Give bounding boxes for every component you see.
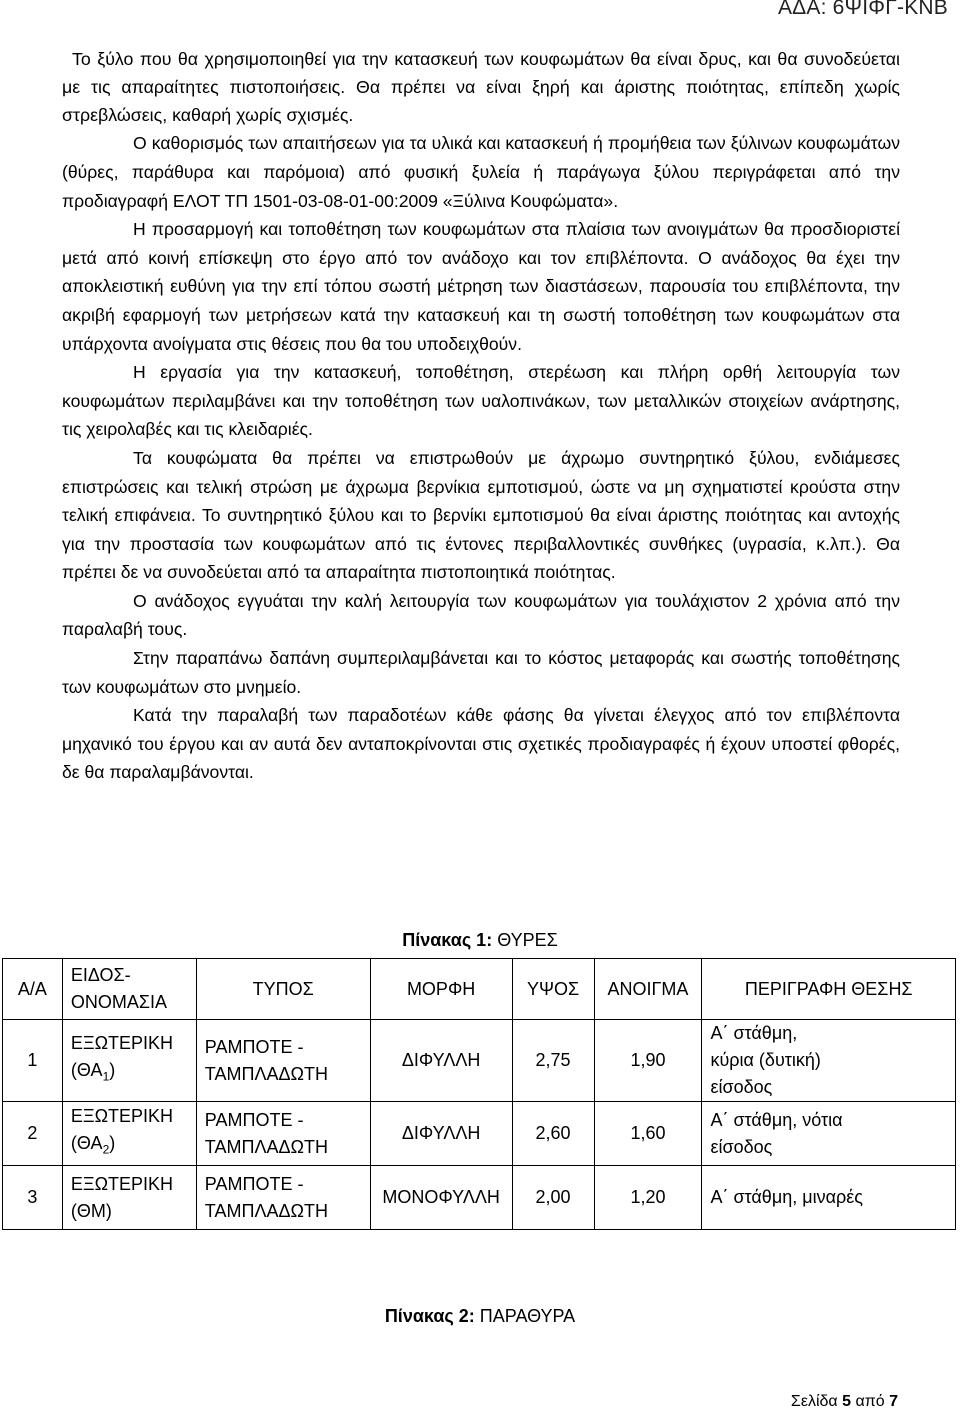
cell-anoigma: 1,90 <box>594 1020 702 1102</box>
table2-caption <box>0 1306 960 1327</box>
header-anoigma: ΑΝΟΙΓΜΑ <box>594 959 702 1020</box>
cell-ypsos: 2,00 <box>512 1166 594 1230</box>
cell-perigrafi: Α΄ στάθμη, νότια είσοδος <box>702 1102 956 1166</box>
table2-caption-title: ΠΑΡΑΘΥΡΑ <box>474 1306 576 1326</box>
cell-aa: 3 <box>3 1166 63 1230</box>
cell-ypsos: 2,75 <box>512 1020 594 1102</box>
cell-eidos: ΕΞΩΤΕΡΙΚΗ $(\Theta A_1)$ <box>62 1020 196 1102</box>
paragraph: Το ξύλο που θα χρησιμοποιηθεί για την κατασκευή των κουφωμάτων θα είναι δρυς, και θα συνοδεύεται με τις απαραίτητες πιστοποιήσεις. Θα πρέπει να είναι ξηρή και άριστης ποιότητας, επίπεδη χωρίς στρεβλώσεις, καθαρή χωρίς σχισμές. <box>62 49 900 125</box>
page-number: 5 <box>842 1393 852 1410</box>
table2-caption-label: Πίνακας 2: <box>384 1306 475 1326</box>
header-eidos: ΕΙΔΟΣ- ΟΝΟΜΑΣΙΑ <box>62 959 196 1020</box>
cell-typos: ΡΑΜΠΟΤΕ - ΤΑΜΠΛΑΔΩΤΗ <box>196 1166 370 1230</box>
paragraph: Στην παραπάνω δαπάνη συμπεριλαμβάνεται και το κόστος μεταφοράς και σωστής τοποθέτησης των κουφωμάτων στο μνημείο. <box>62 648 900 697</box>
cell-perigrafi: Α΄ στάθμη, κύρια (δυτική) είσοδος <box>702 1020 956 1102</box>
cell-morfi: ΔΙΦΥΛΛΗ <box>370 1020 512 1102</box>
cell-eidos: ΕΞΩΤΕΡΙΚΗ (ΘΜ) <box>62 1166 196 1230</box>
paragraph: Τα κουφώματα θα πρέπει να επιστρωθούν με άχρωμο συντηρητικό ξύλου, ενδιάμεσες επιστρώσεις και τελική στρώση με άχρωμα βερνίκια εμποτισμού, ώστε να μη σχηματιστεί κρούστα στην τελική επιφάνεια. Το συντηρητικό ξύλου και το βερνίκι εμποτισμού θα είναι άριστης ποιότητας και αντοχής για την προστασία των κουφωμάτων από τις έντονες περιβαλλοντικές συνθήκες (υγρασία, κ.λπ.). Θα πρέπει δε να συνοδεύεται από τα απαραίτητα πιστοποιητικά ποιότητας. <box>62 447 900 583</box>
table-row <box>3 1102 956 1166</box>
table1-caption <box>0 930 960 951</box>
page-footer: Σελίδα 5 από 7 <box>790 1393 898 1410</box>
paragraph: Ο ανάδοχος εγγυάται την καλή λειτουργία των κουφωμάτων για τουλάχιστον 2 χρόνια από την παραλαβή τους. <box>62 590 900 640</box>
header-morfi: ΜΟΡΦΗ <box>370 959 512 1020</box>
cell-typos: ΡΑΜΠΟΤΕ - ΤΑΜΠΛΑΔΩΤΗ <box>196 1102 370 1166</box>
paragraph: Η προσαρμογή και τοποθέτηση των κουφωμάτων στα πλαίσια των ανοιγμάτων θα προσδιοριστεί μετά από κοινή επίσκεψη στο έργο από τον ανάδοχο και τον επιβλέποντα. Ο ανάδοχος θα έχει την αποκλειστική ευθύνη για την επί τόπου σωστή μέτρηση των διαστάσεων, παρουσία του επιβλέποντα, την ακριβή εφαρμογή των μετρήσεων κατά την κατασκευή και τη σωστή τοποθέτηση των κουφωμάτων στα υπάρχοντα ανοίγματα στις θέσεις που θα του υποδειχθούν. <box>62 219 900 354</box>
paragraph: Κατά την παραλαβή των παραδοτέων κάθε φάσης θα γίνεται έλεγχος από τον επιβλέποντα μηχανικό του έργου και αν αυτά δεν ανταποκρίνονται στις σχετικές προδιαγραφές ή έχουν υποστεί φθορές, δε θα παραλαμβάνονται. <box>62 705 900 783</box>
paragraph: Η εργασία για την κατασκευή, τοποθέτηση, στερέωση και πλήρη ορθή λειτουργία των κουφωμάτων περιλαμβάνει και την τοποθέτηση των υαλοπινάκων, των μεταλλικών στοιχείων ανάρτησης, τις χειρολαβές και τις κλειδαριές. <box>62 362 900 440</box>
paragraph: Ο καθορισμός των απαιτήσεων για τα υλικά και κατασκευή ή προμήθεια των ξύλινων κουφωμάτων (θύρες, παράθυρα και παρόμοια) από φυσική ξυλεία ή παράγωγα ξύλου περιγράφεται από την προδιαγραφή ΕΛΟΤ ΤΠ 1501-03-08-01-00:2009 «Ξύλινα Κουφώματα». <box>62 133 900 211</box>
cell-anoigma: 1,60 <box>594 1102 702 1166</box>
table1-caption-label: Πίνακας 1: <box>402 930 493 950</box>
doors-table <box>2 958 956 1230</box>
cell-aa: 1 <box>3 1020 63 1102</box>
header-aa: Α/Α <box>3 959 63 1020</box>
cell-morfi: ΔΙΦΥΛΛΗ <box>370 1102 512 1166</box>
cell-typos: ΡΑΜΠΟΤΕ - ΤΑΜΠΛΑΔΩΤΗ <box>196 1020 370 1102</box>
table-header-row <box>3 959 956 1020</box>
table1-caption-title: ΘΥΡΕΣ <box>492 930 558 950</box>
table-row <box>3 1166 956 1230</box>
cell-eidos: ΕΞΩΤΕΡΙΚΗ $(\Theta A_2)$ <box>62 1102 196 1166</box>
cell-aa: 2 <box>3 1102 63 1166</box>
ada-code: ΑΔΑ: 6ΨΙΦΓ-ΚΝΒ <box>777 0 948 19</box>
cell-perigrafi: Α΄ στάθμη, μιναρές <box>702 1166 956 1230</box>
table-row <box>3 1020 956 1102</box>
header-perigrafi: ΠΕΡΙΓΡΑΦΗ ΘΕΣΗΣ <box>702 959 956 1020</box>
body-text <box>62 46 900 787</box>
page-total: 7 <box>889 1393 898 1410</box>
header-ypsos: ΥΨΟΣ <box>512 959 594 1020</box>
cell-morfi: ΜΟΝΟΦΥΛΛΗ <box>370 1166 512 1230</box>
cell-ypsos: 2,60 <box>512 1102 594 1166</box>
cell-anoigma: 1,20 <box>594 1166 702 1230</box>
header-typos: ΤΥΠΟΣ <box>196 959 370 1020</box>
